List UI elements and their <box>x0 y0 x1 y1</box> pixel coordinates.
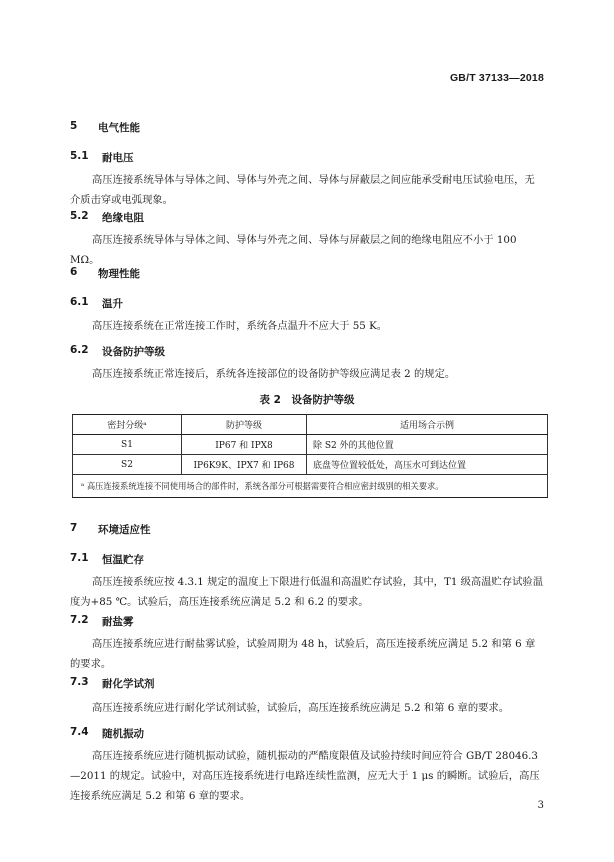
section-title: 设备防护等级 <box>102 346 165 358</box>
section-heading-7 <box>70 522 151 537</box>
page-number: 3 <box>537 800 544 811</box>
section-title: 恒温贮存 <box>102 554 144 566</box>
paragraph-7-2: 高压连接系统应进行耐盐雾试验，试验周期为 48 h，试验后，高压连接系统应满足 5.2 和第 6 章的要求。 <box>70 638 536 670</box>
section-heading-7-3 <box>70 676 155 691</box>
section-number: 5.2 <box>70 210 89 222</box>
section-heading-6-2 <box>70 344 165 359</box>
section-title: 耐电压 <box>102 152 134 164</box>
paragraph-5-2: 高压连接系统导体与导体之间、导体与外壳之间、导体与屏蔽层之间的绝缘电阻应不小于 100 MΩ。 <box>70 234 517 266</box>
section-heading-5-1 <box>70 150 134 165</box>
table-header-cell: 适用场合示例 <box>307 415 548 435</box>
table-cell: S2 <box>73 455 182 475</box>
section-title: 耐化学试剂 <box>102 678 155 690</box>
table-cell: 底盘等位置较低处，高压水可到达位置 <box>307 455 548 475</box>
table-cell: 除 S2 外的其他位置 <box>307 435 548 455</box>
section-number: 7.2 <box>70 614 89 626</box>
section-heading-7-1 <box>70 552 144 567</box>
paragraph-7-4: 高压连接系统应进行随机振动试验，随机振动的严酷度限值及试验持续时间应符合 GB/T 28046.3—2011 的规定。试验中，对高压连接系统进行电路连续性监测，应无大于 1 μs 的瞬断。试验后，高压连接系统应满足 5.2 和第 6 章的要求。 <box>70 750 540 802</box>
table-row <box>73 455 548 475</box>
section-number: 6 <box>70 266 78 278</box>
table-header-cell: 防护等级 <box>182 415 307 435</box>
section-title: 物理性能 <box>98 268 140 280</box>
section-title: 绝缘电阻 <box>102 212 144 224</box>
paragraph-5-1: 高压连接系统导体与导体之间、导体与外壳之间、导体与屏蔽层之间应能承受耐电压试验电压，无介质击穿或电弧现象。 <box>70 174 535 206</box>
table-title: 表 2 设备防护等级 <box>259 394 355 406</box>
table-cell: IP67 和 IPX8 <box>182 435 307 455</box>
section-heading-6 <box>70 266 140 281</box>
paragraph-7-1: 高压连接系统应按 4.3.1 规定的温度上下限进行低温和高温贮存试验，其中，T1 级高温贮存试验温度为+85 ℃。试验后，高压连接系统应满足 5.2 和 6.2 的要求。 <box>70 576 544 608</box>
table-cell: IP6K9K、IPX7 和 IP68 <box>182 455 307 475</box>
protection-level-table <box>72 414 548 498</box>
section-title: 电气性能 <box>98 122 140 134</box>
table-cell: S1 <box>73 435 182 455</box>
section-number: 5 <box>70 120 78 132</box>
section-heading-6-1 <box>70 296 123 311</box>
section-number: 7.1 <box>70 552 89 564</box>
section-title: 环境适应性 <box>98 524 151 536</box>
section-number: 7.4 <box>70 726 89 738</box>
table-header-cell: 密封分级ᵃ <box>73 415 182 435</box>
table-header-row <box>73 415 548 435</box>
table-footnote-row <box>73 475 548 498</box>
section-heading-7-4 <box>70 726 144 741</box>
section-number: 5.1 <box>70 150 89 162</box>
section-title: 温升 <box>102 298 123 310</box>
section-number: 6.2 <box>70 344 89 356</box>
section-number: 7.3 <box>70 676 89 688</box>
section-heading-5 <box>70 120 140 135</box>
paragraph-6-2: 高压连接系统正常连接后，系统各连接部位的设备防护等级应满足表 2 的规定。 <box>92 368 456 380</box>
section-heading-7-2 <box>70 614 134 629</box>
standard-code: GB/T 37133—2018 <box>449 72 544 84</box>
table-row <box>73 435 548 455</box>
section-heading-5-2 <box>70 210 144 225</box>
section-number: 6.1 <box>70 296 89 308</box>
section-title: 随机振动 <box>102 728 144 740</box>
paragraph-7-3: 高压连接系统应进行耐化学试剂试验，试验后，高压连接系统应满足 5.2 和第 6 章的要求。 <box>92 702 510 714</box>
paragraph-6-1: 高压连接系统在正常连接工作时，系统各点温升不应大于 55 K。 <box>92 320 388 332</box>
section-title: 耐盐雾 <box>102 616 134 628</box>
table-footnote: ᵃ 高压连接系统连接不同使用场合的部件时，系统各部分可根据需要符合相应密封级别的相关要求。 <box>73 475 548 498</box>
section-number: 7 <box>70 522 78 534</box>
